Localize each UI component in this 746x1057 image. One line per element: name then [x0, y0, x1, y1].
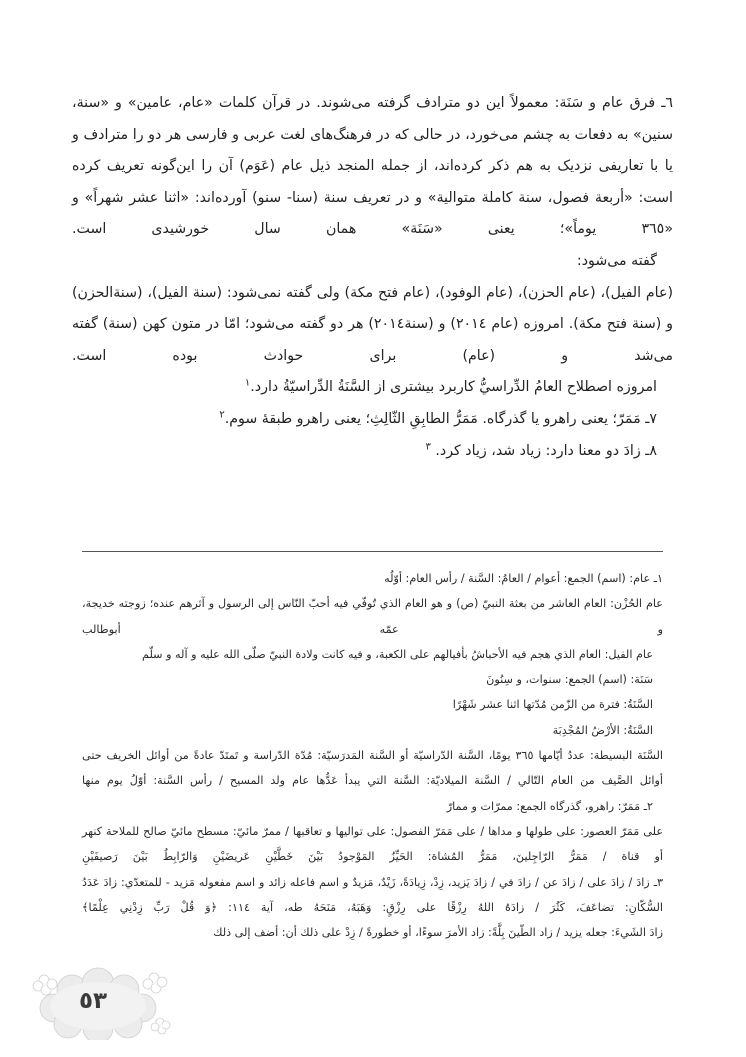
footnote-2: ٢ـ مَمَرّ: راهرو، گذرگاه الجمع: ممرّات و ممارّ: [446, 799, 653, 813]
paragraph-examples: (عام الفیل)، (عام الحزن)، (عام الوفود)، (عام فتح مکة) ولی گفته نمی‌شود: (سنة الفیل)، (سنةالحزن) و (سنة فتح مکة). امروزه (عام ٢٠١٤) و (سنة٢٠١٤) هر دو گفته می‌شود؛ امّا در متون کهن (سنة) گفته می‌شد و (عام) برای حوادث بوده است.: [72, 284, 674, 364]
footnote-1-sad-year: عام الحُزْن: العام العاشر من بعثة النبيّ (ص) و هو العام الذي تُوفّي فیه أحبّ النّاس إلی الرسول و آثرهم عنده؛ زوجته خدیجة، و عمّه أبوطالب: [82, 597, 663, 636]
paragraph-8-text: ٨ـ زادَ دو معنا دارد: زیاد شد، زیاد کرد.: [435, 442, 657, 459]
footnote-1-simple-year: السَّنَة البسیطة: عددُ أیّامها ٣٦٥ یومًا، السَّنة الدّراسیّة أو السَّنة المَدرَسیّة: مُدّة الدّراسة و تَمتَدّ عادةً من أوائل الخریف حتی أوائل الصَّیف من العام التّالي / السَّنة المیلادیّة: السَّنة التي یبدأ عَدُّها عام ولد المسیح / رأس السَّنة: أوّلُ یوم منها: [82, 749, 663, 788]
paragraph-said: گفته می‌شود:: [576, 252, 657, 269]
footnote-divider: [82, 551, 663, 552]
footnote-ref-3[interactable]: ٣: [425, 440, 431, 452]
paragraph-7: [72, 404, 673, 436]
paragraph-8: [72, 436, 673, 468]
paragraph-today-text: امروزه اصطلاح العامُ الدِّراسيُّ کاربرد بیشتری از السَّنَةُ الدِّراسیّةُ دارد.: [250, 379, 657, 396]
footnote-1-sana-def2: السَّنَةُ: الأرْضُ المُجْدِبَة: [552, 723, 653, 737]
paragraph-7-text: ٧ـ مَمَرّ؛ یعنی راهرو یا گذرگاه. مَمَرُّ الطابِقِ الثّالِثِ؛ یعنی راهرو طبقهٔ سوم.: [224, 410, 657, 427]
footnote-1: ١ـ عام: (اسم) الجمع: أعوام / العامُ: السَّنة / رأس العام: أوّلُه: [384, 572, 663, 585]
paragraph-today: [72, 372, 673, 404]
footnote-1-elephant-year: عام الفیل: العام الذي هجم فیه الأحباشُ بأفیالهم علی الکعبة، و فیه کانت ولادة النبيّ صلّی الله علیه و آله و سلّم: [142, 647, 653, 661]
footnote-3: ٣ـ زادَ / زادَ علی / زادَ عن / زادَ في / زادَ یَزید، زِدْ، زِیادَةً، زَیْدٌ، مَزیدٌ و اسم فاعله زائد و اسم مفعوله مَزید - للمتعدّي: زادَ عَدَدُ السُّکّانِ: تضاعَفَ، کَثُرَ / زادَهُ اللهُ رِزْقًا علی رِزْقٍ: وَهَبَهُ، مَنَحَهُ طه، آیة ١١٤: ﴿وَ قُلْ رَبِّ زِدْنِي عِلْمًا﴾: [82, 875, 663, 914]
footnote-3-usage: زادَ الشَيءَ: جعله یزید / زاد الطّینَ بِلَّةً: زاد الأمرَ سوءًا، أو خطورةً / زِدْ علی ذلك أن: أضف إلی ذلك: [213, 926, 663, 940]
footnote-2-usage: علی مَمَرّ العصور: علی طولها و مداها / علی مَمَرّ الفصول: علی توالیها و تعاقبها / ممرّ مائيّ: مسطح مائيّ صالح للملاحة کنهر أو قناة / مَمَرُّ الرّاجِلینَ، مَمَرُّ المُشاة: الحَیِّزُ المَوْجودُ بَیْنَ خَطَّیْنِ عَریضَیْنِ وَالرّابِطُ بَیْنَ رَصیفَیْنِ: [82, 824, 663, 864]
footnote-1-sana-def1: السَّنَةُ: فترة من الزّمن مُدّتها اثنا عشر شَهْرًا: [452, 698, 653, 712]
footnotes: [82, 566, 663, 945]
page-number: ٥٣: [78, 988, 108, 1014]
main-text: [72, 88, 673, 467]
paragraph-6: ٦ـ فرق عام و سَنَة: معمولاً این دو مترادف گرفته می‌شوند. در قرآن کلمات «عام، عامین» و «سنة، سنین» به دفعات به چشم می‌خورد، در حالی که در فرهنگ‌های لغت عربی و فارسی هر دو را مترادف و یا با تعاریفی نزدیک به هم ذکر کرده‌اند، از جمله المنجد ذیل عام (عَوَم) آن را این‌گونه تعریف کرده است: «أربعة فصول، سنة کاملة متوالیة» و در تعریف سنة (سنا- سنو) آورده‌اند: «اثنا عشر شهراً» و «٣٦٥ یوماً»؛ یعنی «سَنَة» همان سال خورشیدی است.: [72, 95, 673, 238]
footnote-ref-2[interactable]: ٢: [219, 409, 225, 421]
footnote-1-sana: سَنَة: (اسم) الجمع: سنوات، و سِنُونَ: [486, 673, 653, 687]
footnote-ref-1[interactable]: ١: [244, 377, 251, 389]
